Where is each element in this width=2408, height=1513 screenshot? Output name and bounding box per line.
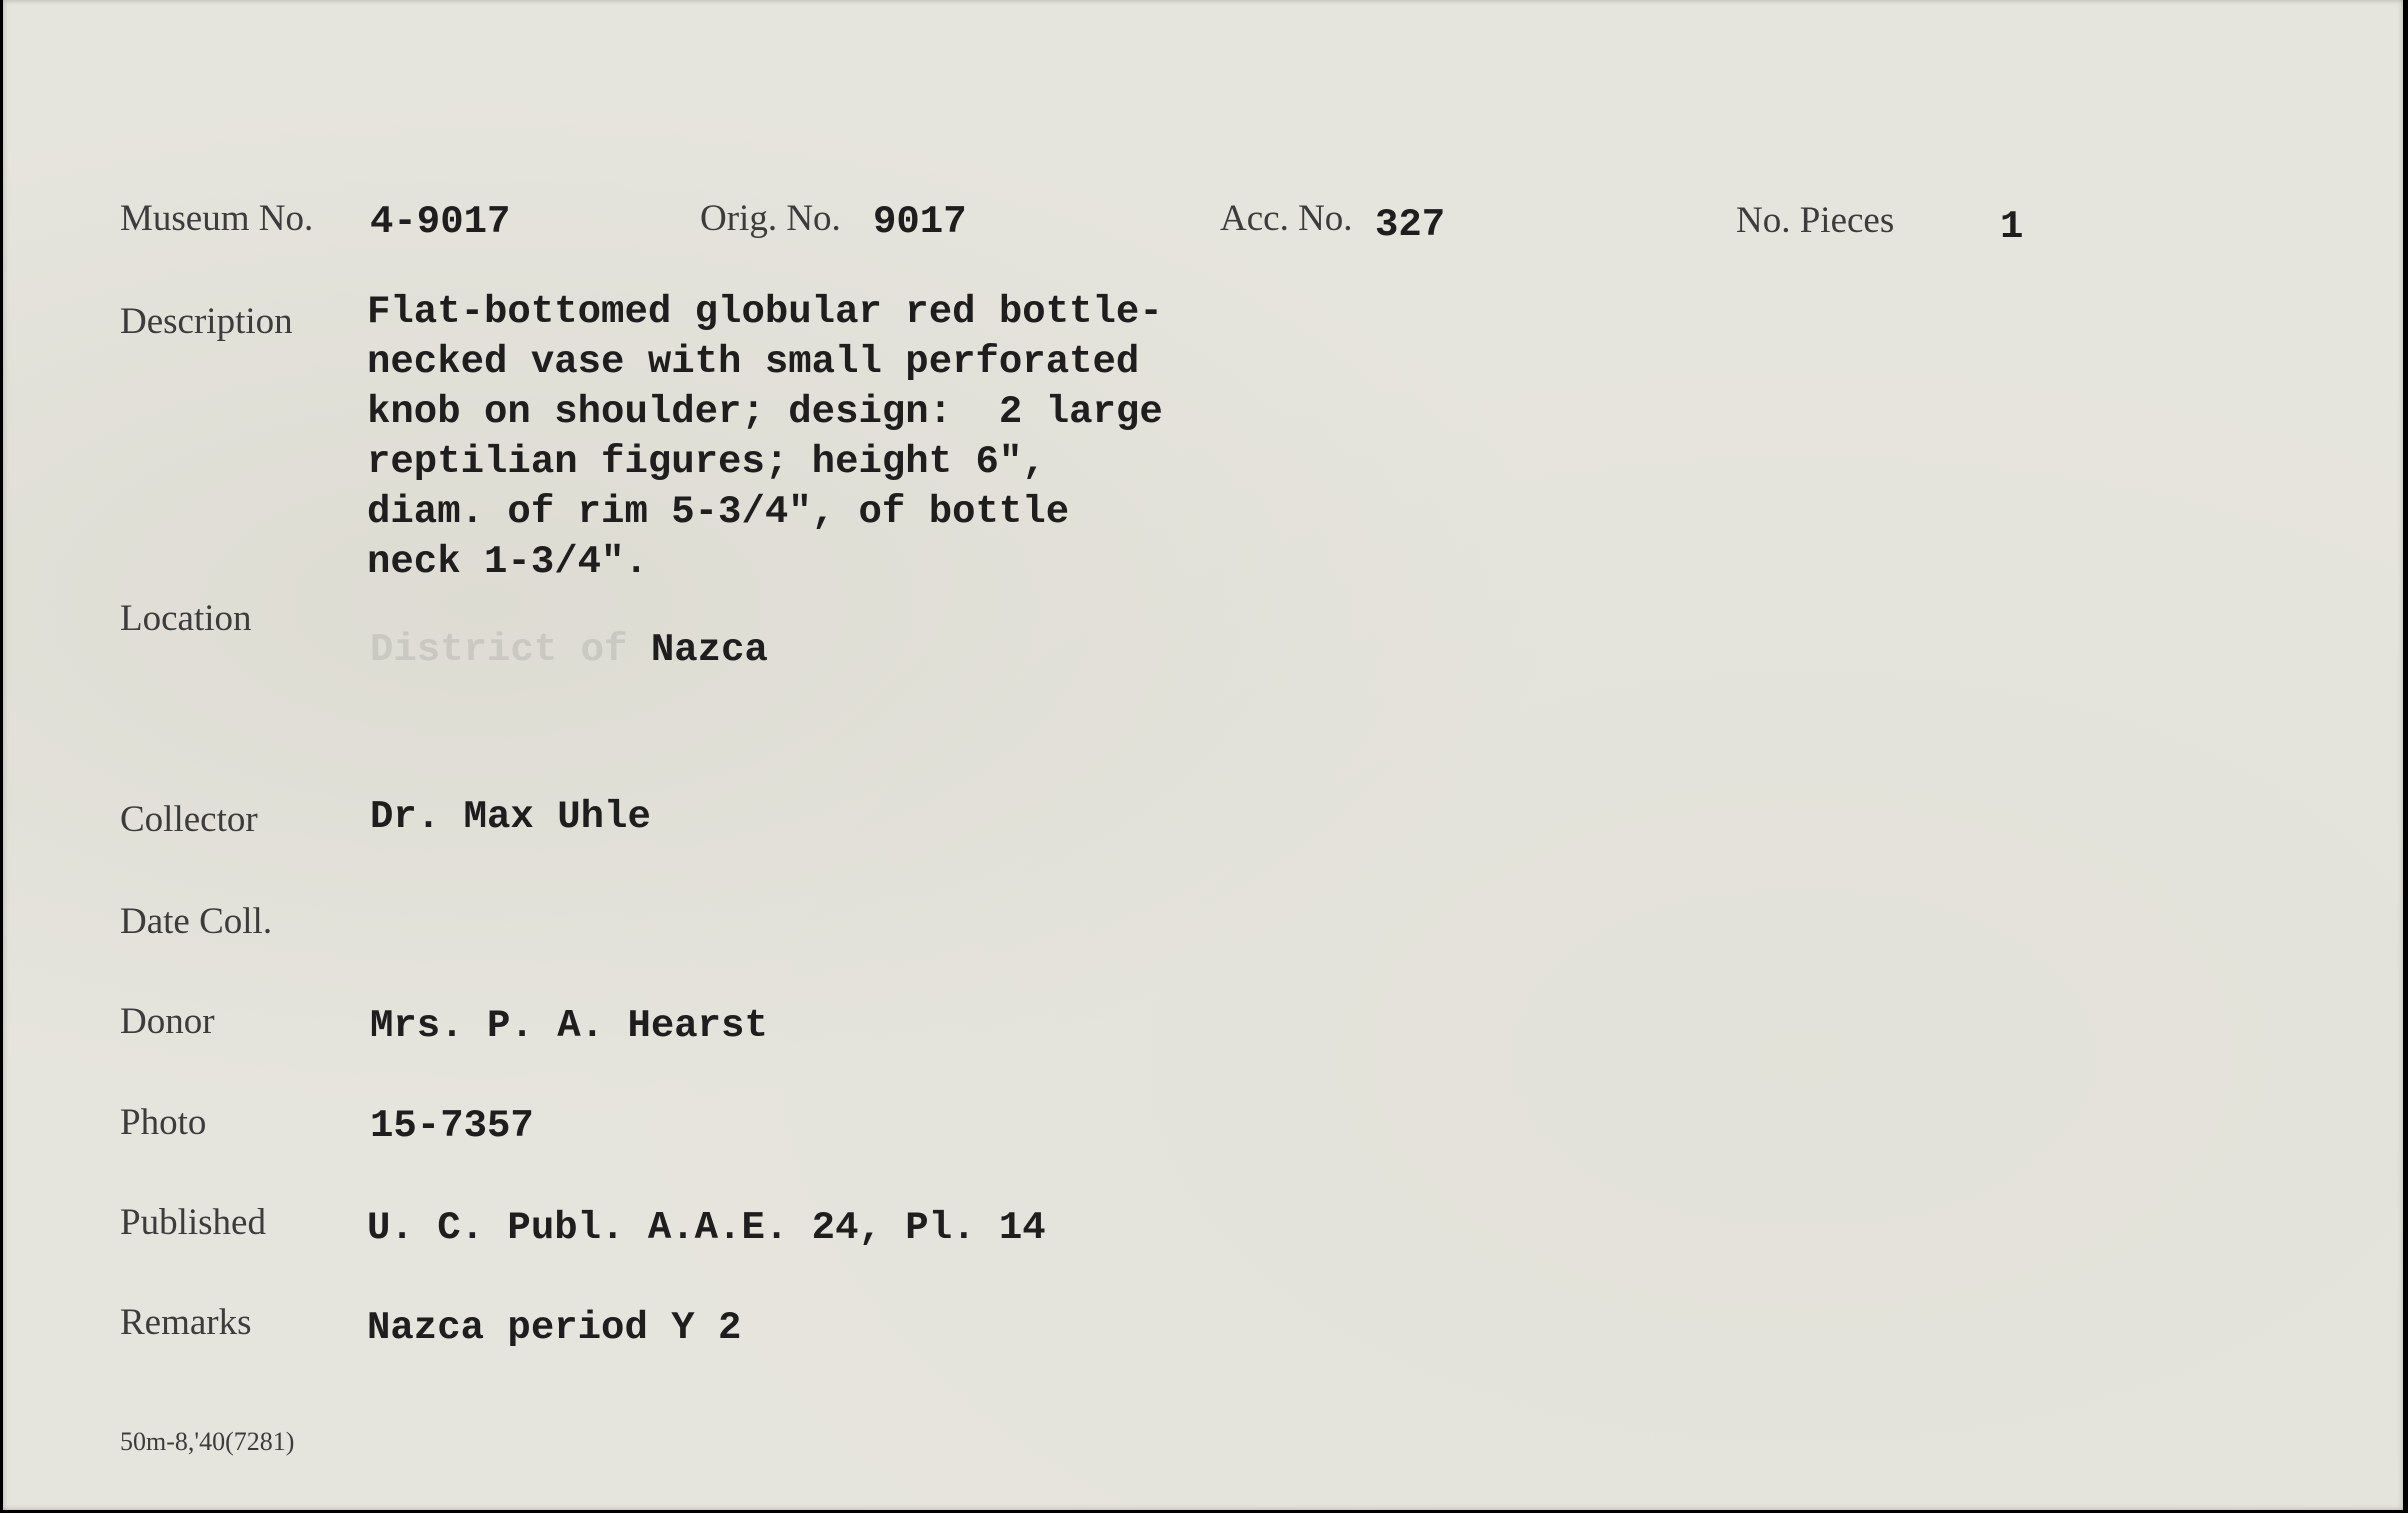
remarks-value: Nazca period Y 2 (367, 1306, 742, 1350)
orig-no-value: 9017 (873, 200, 967, 244)
catalog-card (3, 0, 2403, 1510)
photo-value: 15-7357 (370, 1104, 534, 1148)
card-print-code: 50m-8,'40(7281) (120, 1427, 295, 1456)
location-label: Location (120, 598, 252, 639)
collector-value: Dr. Max Uhle (370, 795, 651, 839)
photo-label: Photo (120, 1102, 207, 1143)
acc-no-value: 327 (1375, 203, 1446, 247)
orig-no-label: Orig. No. (700, 198, 841, 239)
location-faded-text: District of (370, 628, 628, 672)
museum-no-label: Museum No. (120, 198, 314, 239)
collector-label: Collector (120, 799, 258, 840)
donor-label: Donor (120, 1001, 215, 1042)
no-pieces-label: No. Pieces (1736, 200, 1895, 241)
no-pieces-value: 1 (2000, 205, 2024, 249)
acc-no-label: Acc. No. (1220, 198, 1353, 239)
description-value: Flat-bottomed globular red bottle- necked vase with small perforated knob on shoulder; design: 2 large reptilian figures; height 6", diam. of rim 5-3/4", of bottle neck 1-3/4". (367, 290, 1163, 584)
description-label: Description (120, 301, 293, 342)
location-value (370, 628, 768, 672)
published-value: U. C. Publ. A.A.E. 24, Pl. 14 (367, 1206, 1046, 1250)
published-label: Published (120, 1202, 266, 1243)
museum-no-value: 4-9017 (370, 200, 511, 244)
remarks-label: Remarks (120, 1302, 252, 1343)
location-place: Nazca (650, 628, 768, 672)
date-coll-label: Date Coll. (120, 901, 273, 942)
donor-value: Mrs. P. A. Hearst (370, 1004, 768, 1048)
